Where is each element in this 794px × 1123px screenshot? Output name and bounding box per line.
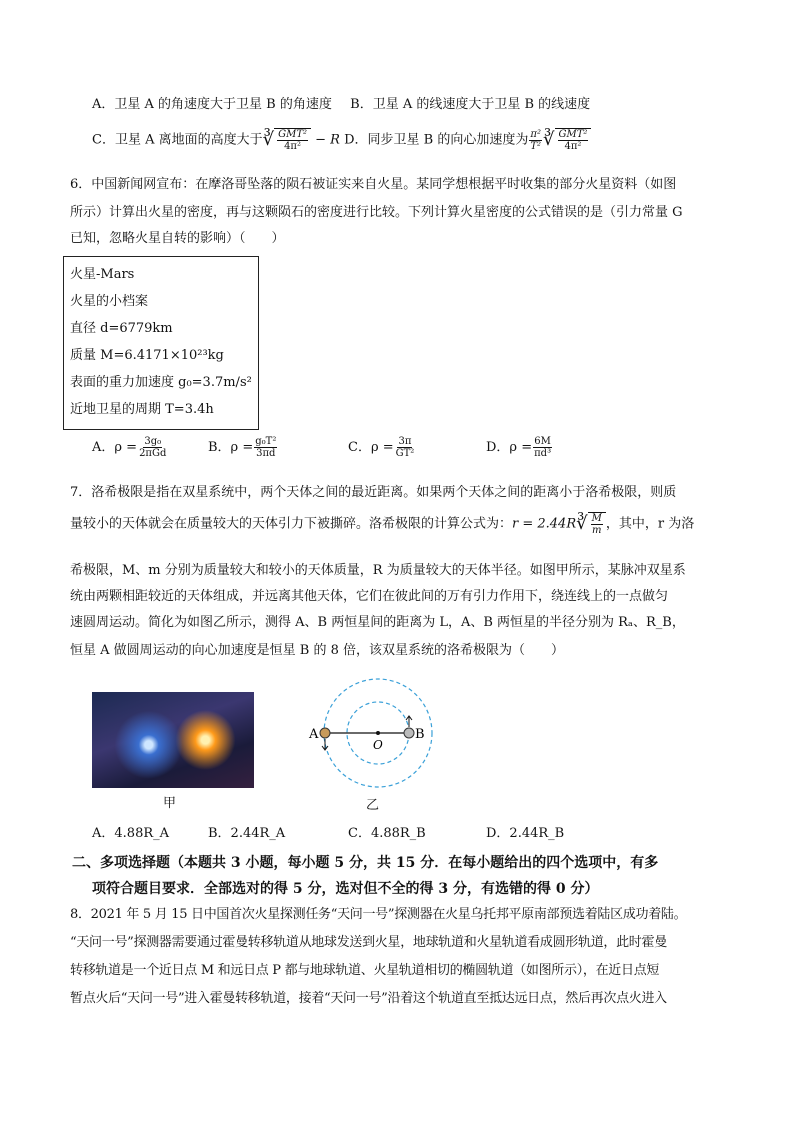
q8-line1: 8．2021 年 5 月 15 日中国首次火星探测任务“天问一号”探测器在火星乌托邦平原南部预选着陆区成功着陆。: [70, 907, 687, 922]
q6-b-label: B．ρ =: [208, 440, 254, 455]
box-row-1: 火星-Mars: [70, 267, 135, 282]
q6-a-num: 3g₀: [144, 436, 162, 447]
binary-orbit-diagram: [300, 676, 450, 806]
q8-line2: “天问一号”探测器需要通过霍曼转移轨道从地球发送到火星，地球轨道和火星轨道看成圆形轨道，此时霍曼: [70, 935, 667, 950]
q5-option-a-text: A．卫星 A 的角速度大于卫星 B 的角速度: [92, 97, 332, 112]
star-b-dot: [404, 728, 414, 738]
q5-option-d-text: D．同步卫星 B 的向心加速度为: [344, 132, 529, 148]
section2-heading-line1: 二、多项选择题（本题共 3 小题，每小题 5 分，共 15 分．在每小题给出的四个选项中，有多: [72, 855, 659, 871]
q6-d-num: 6M: [534, 436, 551, 447]
q6-line3: 已知，忽略火星自转的影响）（ ）: [70, 231, 285, 246]
q5-option-cd: [92, 128, 591, 152]
box-row-2: 火星的小档案: [70, 294, 149, 309]
q6-d-label: D．ρ =: [486, 440, 533, 455]
q7-line2-text: 量较小的天体就会在质量较大的天体引力下被撕碎。洛希极限的计算公式为：: [70, 516, 513, 532]
q5-c-den: 4π²: [284, 141, 302, 152]
q5-d-radicand: [555, 128, 592, 152]
fig-jia-caption: 甲: [163, 796, 177, 811]
q5-option-a: [92, 96, 590, 114]
q7-option-c: C．4.88R_B: [348, 826, 426, 841]
q6-a-den: 2πGd: [139, 448, 167, 459]
q7-option-d: D．2.44R_B: [486, 826, 565, 841]
box-row-6: 近地卫星的周期 T=3.4h: [70, 402, 214, 417]
q6-option-d: [486, 436, 553, 459]
q6-option-a: [92, 436, 168, 459]
q8-line4: 暂点火后“天问一号”进入霍曼转移轨道，接着“天问一号”沿着这个轨道直至抵达远日点，然后再次点火进入: [70, 991, 667, 1006]
q6-c-num: 3π: [398, 436, 412, 447]
q6-a-label: A．ρ =: [92, 440, 138, 455]
box-row-5: 表面的重力加速度 g₀=3.7m/s²: [70, 375, 252, 390]
roche-cube-root: ∛: [576, 513, 588, 534]
roche-formula-lhs: r = 2.44R: [512, 516, 577, 532]
label-b: B: [415, 727, 425, 742]
q6-b-den: 3πd: [256, 448, 276, 459]
cube-root-sign: ∛: [262, 129, 275, 150]
q7-line3: 希极限，M、m 分别为质量较大和较小的天体质量，R 为质量较大的天体半径。如图甲所示，某脉冲双星系: [70, 563, 686, 578]
roche-den: m: [591, 525, 602, 536]
q7-line4: 统由两颗相距较近的天体组成，并远离其他天体，它们在彼此间的万有引力作用下，绕连线上的一点做匀: [70, 589, 669, 604]
roche-radicand: [588, 512, 606, 536]
center-o-dot: [376, 731, 380, 735]
q5-c-suffix: − R: [315, 132, 340, 148]
q6-d-den: πd³: [534, 448, 552, 459]
q7-option-b: B．2.44R_A: [208, 826, 286, 841]
star-a-dot: [320, 728, 330, 738]
section2-heading-line2: 项符合题目要求．全部选对的得 5 分，选对但不全的得 3 分，有选错的得 0 分）: [92, 881, 599, 897]
q6-option-b: [208, 436, 278, 459]
q7-option-a: A．4.88R_A: [92, 826, 170, 841]
q7-line2: [70, 512, 694, 536]
label-o: O: [373, 738, 383, 752]
q5-c-num: GMT²: [278, 129, 307, 140]
q7-line6: 恒星 A 做圆周运动的向心加速度是恒星 B 的 8 倍，该双星系统的洛希极限为（ ）: [70, 643, 565, 658]
roche-num: M: [591, 513, 602, 524]
q5-d-num: π²: [530, 128, 541, 140]
q5-d-rad-num: GMT²: [558, 129, 588, 140]
arrow-a-down: [322, 739, 328, 750]
cube-root-sign-2: ∛: [543, 129, 555, 150]
q5-c-radicand: [274, 128, 311, 152]
q8-line3: 转移轨道是一个近日点 M 和远日点 P 都与地球轨道、火星轨道相切的椭圆轨道（如图所示），在近日点短: [70, 963, 660, 978]
q6-line2: 所示）计算出火星的密度，再与这颗陨石的密度进行比较。下列计算火星密度的公式错误的是（引力常量 G: [70, 205, 683, 220]
box-row-4: 质量 M=6.4171×10²³kg: [70, 348, 224, 363]
q7-line5: 速圆周运动。简化为如图乙所示，测得 A、B 两恒星间的距离为 L，A、B 两恒星的半径分别为 Rₐ、R_B，: [70, 615, 685, 630]
label-a: A: [309, 727, 319, 742]
q7-line1: 7．洛希极限是指在双星系统中，两个天体之间的最近距离。如果两个天体之间的距离小于洛希极限，则质: [70, 485, 677, 500]
q6-option-c: [348, 436, 416, 459]
binary-star-photo: [92, 692, 254, 788]
q6-c-label: C．ρ =: [348, 440, 394, 455]
q5-d-frac: [529, 129, 542, 152]
q5-d-rad-den: 4π²: [564, 141, 582, 152]
mars-info-box: [63, 256, 259, 430]
q6-c-den: GT²: [395, 448, 415, 459]
q6-line1: 6．中国新闻网宣布：在摩洛哥坠落的陨石被证实来自火星。某同学想根据平时收集的部分火星资料（如图: [70, 177, 677, 192]
q5-d-den: T²: [530, 140, 542, 152]
fig-yi-caption: 乙: [366, 798, 380, 813]
q5-option-b-text: B．卫星 A 的线速度大于卫星 B 的线速度: [350, 97, 591, 112]
q5-option-c-text: C．卫星 A 离地面的高度大于: [92, 132, 263, 148]
q7-line2-tail: ，其中，r 为洛: [605, 516, 695, 532]
q6-b-num: g₀T²: [255, 436, 277, 447]
box-row-3: 直径 d=6779km: [70, 321, 173, 336]
